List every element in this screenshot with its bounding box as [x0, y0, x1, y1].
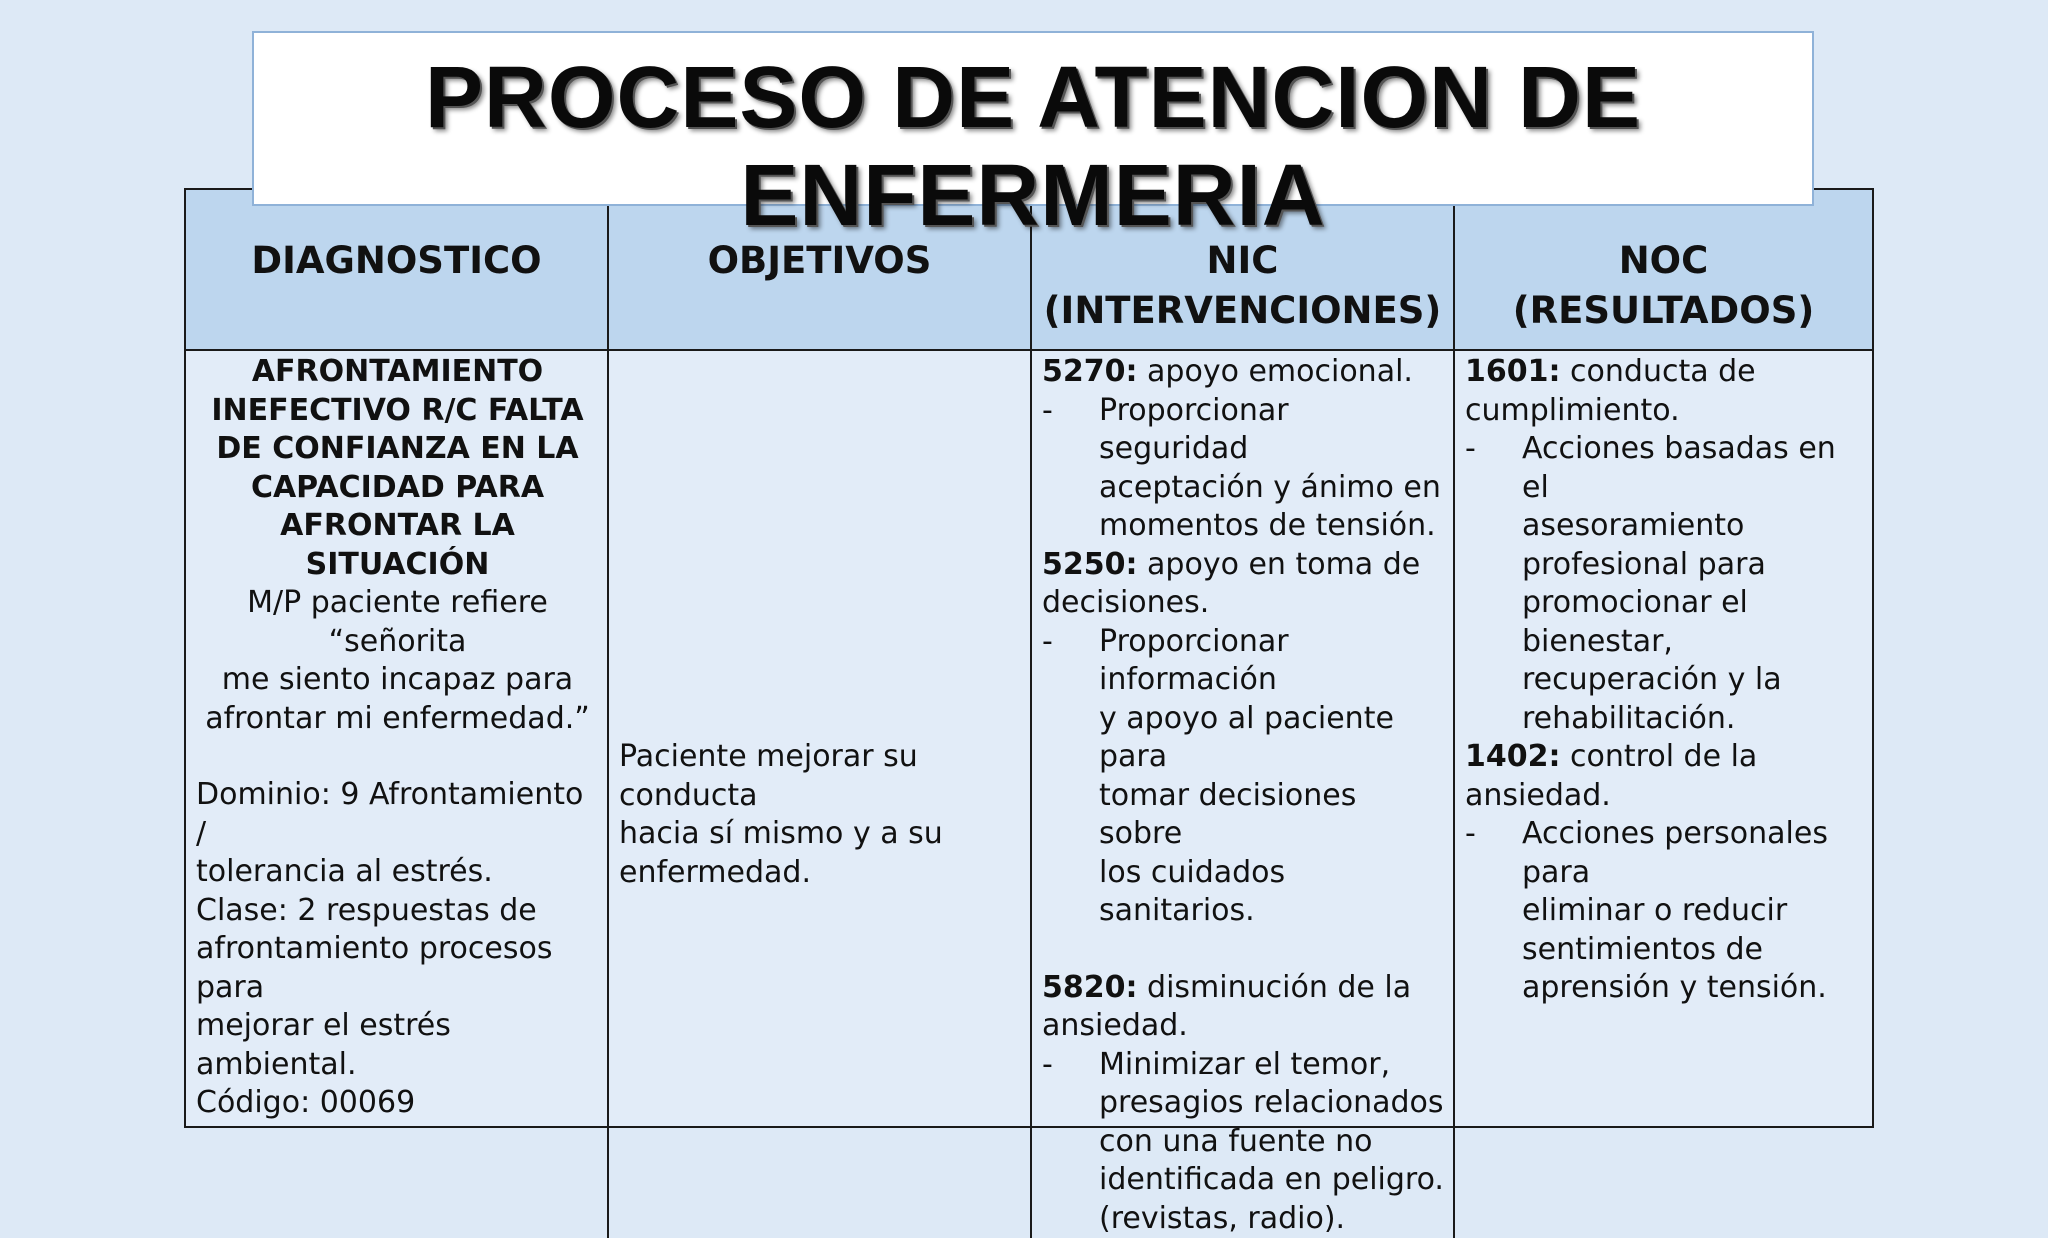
nic-code: 5270:: [1042, 354, 1138, 389]
cell-nic: [1032, 351, 1455, 1238]
cell-noc: [1455, 351, 1872, 1238]
noc-item: [1465, 353, 1864, 430]
cell-diagnostico: [186, 351, 609, 1238]
diagnosis-domain: Dominio: 9 Afrontamiento / tolerancia al estrés.: [196, 776, 599, 892]
page-title: PROCESO DE ATENCION DE ENFERMERIA: [252, 31, 1814, 206]
nic-activity: [1042, 392, 1445, 546]
nic-code: 5820:: [1042, 970, 1138, 1005]
noc-indicator: [1465, 815, 1864, 1008]
nic-description: apoyo emocional.: [1138, 354, 1413, 389]
nic-code: 5250:: [1042, 547, 1138, 582]
header-diagnostico: DIAGNOSTICO: [186, 190, 609, 351]
nic-description: disminución de la ansiedad.: [1042, 970, 1411, 1044]
cell-objetivos: [609, 351, 1032, 1238]
nic-activity-text: Minimizar el temor, presagios relacionados con una fuente no identificada en peligro. (revistas, radio).: [1099, 1046, 1444, 1238]
bullet-dash: -: [1042, 1046, 1099, 1238]
noc-description: conducta de cumplimiento.: [1465, 354, 1756, 428]
nic-activity-text: Proporcionar seguridad aceptación y ánimo en momentos de tensión.: [1099, 392, 1445, 546]
objective-text: Paciente mejorar su conducta hacia sí mismo y a su enfermedad.: [619, 738, 1022, 892]
nic-item: [1042, 969, 1445, 1046]
diagnosis-evidence: M/P paciente refiere “señorita me siento incapaz para afrontar mi enfermedad.”: [196, 584, 599, 738]
diagnosis-class: Clase: 2 respuestas de afrontamiento procesos para mejorar el estrés ambiental.: [196, 892, 599, 1085]
nic-activity: [1042, 623, 1445, 931]
nic-item: [1042, 546, 1445, 623]
noc-description: control de la ansiedad.: [1465, 739, 1757, 813]
care-process-table: [184, 188, 1874, 1128]
nic-activity-text: Proporcionar información y apoyo al paciente para tomar decisiones sobre los cuidados sanitarios.: [1099, 623, 1445, 931]
noc-code: 1402:: [1465, 739, 1561, 774]
noc-indicator-text: Acciones personales para eliminar o reducir sentimientos de aprensión y tensión.: [1522, 815, 1864, 1008]
nic-description: apoyo en toma de decisiones.: [1042, 547, 1420, 621]
nic-activity: [1042, 1046, 1445, 1238]
bullet-dash: -: [1042, 392, 1099, 546]
bullet-dash: -: [1465, 815, 1522, 1008]
header-noc: NOC (RESULTADOS): [1455, 190, 1872, 351]
nic-item: [1042, 353, 1445, 392]
bullet-dash: -: [1042, 623, 1099, 931]
header-nic: NIC (INTERVENCIONES): [1032, 190, 1455, 351]
noc-indicator: [1465, 430, 1864, 738]
header-objetivos: OBJETIVOS: [609, 190, 1032, 351]
noc-item: [1465, 738, 1864, 815]
noc-code: 1601:: [1465, 354, 1561, 389]
noc-indicator-text: Acciones basadas en el asesoramiento profesional para promocionar el bienestar, recuperación y la rehabilitación.: [1522, 430, 1864, 738]
diagnosis-title: AFRONTAMIENTO INEFECTIVO R/C FALTA DE CONFIANZA EN LA CAPACIDAD PARA AFRONTAR LA SITUACIÓN: [196, 353, 599, 584]
diagnosis-code: Código: 00069: [196, 1084, 599, 1123]
bullet-dash: -: [1465, 430, 1522, 738]
